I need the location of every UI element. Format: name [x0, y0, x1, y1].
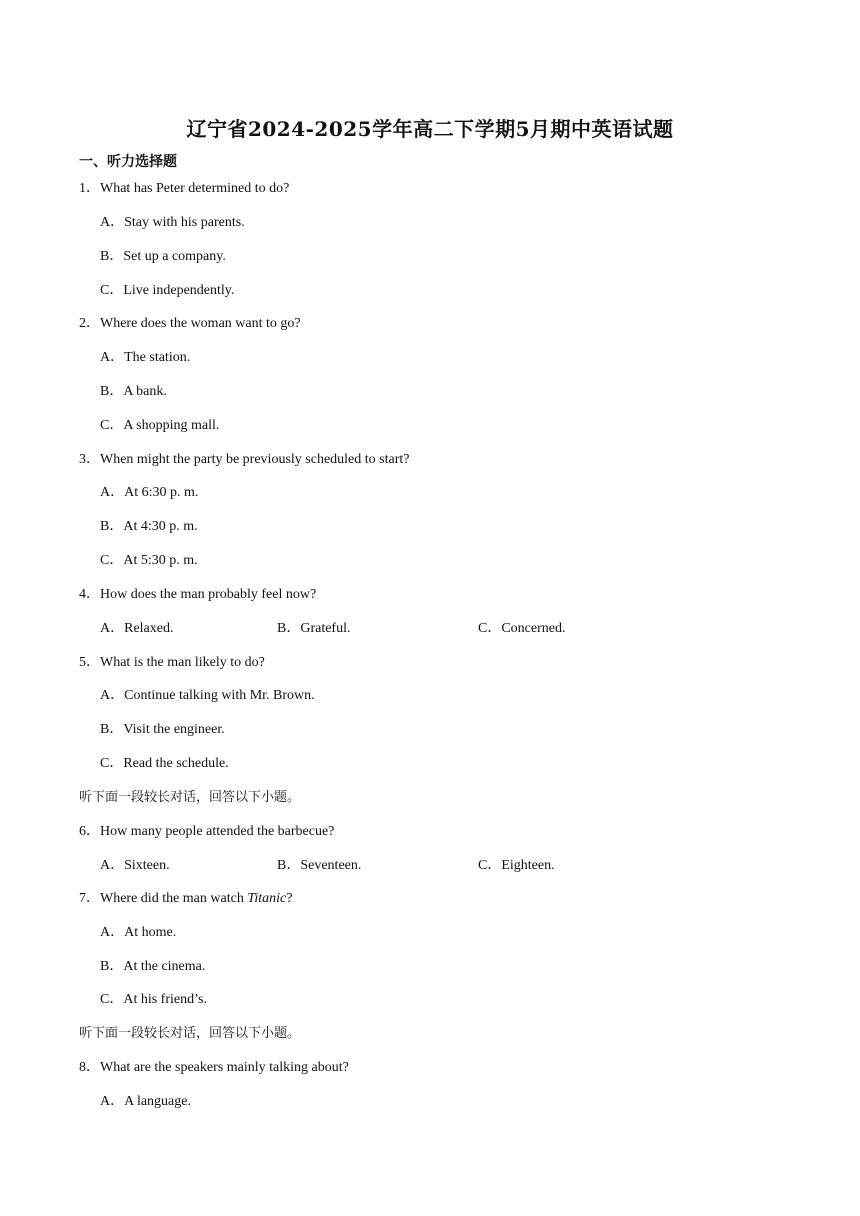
- question-number: 7．: [79, 891, 100, 906]
- question-8: [79, 1059, 349, 1077]
- question-7: [79, 890, 292, 908]
- question-number: 2．: [79, 316, 100, 331]
- question-title-italic: Titanic: [247, 891, 287, 906]
- question-number: 5．: [79, 655, 100, 670]
- question-text: What has Peter determined to do?: [100, 181, 290, 196]
- option-4c: C．Concerned.: [478, 621, 566, 636]
- option-2b: B．A bank.: [100, 384, 167, 399]
- listening-instruction: 听下面一段较长对话，回答以下小题。: [79, 790, 301, 805]
- question-number: 4．: [79, 587, 100, 602]
- question-text: What are the speakers mainly talking about?: [100, 1060, 349, 1075]
- section-heading: 一、听力选择题: [79, 154, 177, 170]
- question-1: [79, 180, 289, 198]
- listening-instruction: 听下面一段较长对话，回答以下小题。: [79, 1026, 301, 1041]
- option-3c: C．At 5:30 p. m.: [100, 553, 198, 568]
- page-title: 辽宁省2024-2025学年高二下学期5月期中英语试题: [186, 117, 674, 141]
- option-1c: C．Live independently.: [100, 283, 235, 298]
- option-2a: A．The station.: [100, 350, 191, 365]
- question-number: 8．: [79, 1060, 100, 1075]
- question-3: [79, 451, 409, 469]
- question-text: Where does the woman want to go?: [100, 316, 301, 331]
- option-1a: A．Stay with his parents.: [100, 215, 245, 230]
- option-5b: B．Visit the engineer.: [100, 722, 225, 737]
- question-6: [79, 823, 334, 841]
- option-6b: B．Seventeen.: [277, 858, 362, 873]
- question-text: How does the man probably feel now?: [100, 587, 317, 602]
- question-text: What is the man likely to do?: [100, 655, 265, 670]
- option-7c: C．At his friend’s.: [100, 992, 207, 1007]
- option-2c: C．A shopping mall.: [100, 418, 220, 433]
- option-7b: B．At the cinema.: [100, 959, 206, 974]
- question-text: How many people attended the barbecue?: [100, 824, 335, 839]
- question-number: 3．: [79, 452, 100, 467]
- option-5c: C．Read the schedule.: [100, 756, 229, 771]
- option-5a: A．Continue talking with Mr. Brown.: [100, 688, 315, 703]
- option-6a: A．Sixteen.: [100, 858, 170, 873]
- question-text: When might the party be previously scheduled to start?: [100, 452, 410, 467]
- question-2: [79, 315, 301, 333]
- question-4: [79, 586, 316, 604]
- option-4b: B．Grateful.: [277, 621, 351, 636]
- question-number: 1．: [79, 181, 100, 196]
- question-number: 6．: [79, 824, 100, 839]
- question-text-end: ?: [286, 891, 293, 906]
- option-7a: A．At home.: [100, 925, 177, 940]
- option-3a: A．At 6:30 p. m.: [100, 485, 199, 500]
- option-8a: A．A language.: [100, 1094, 191, 1109]
- option-3b: B．At 4:30 p. m.: [100, 519, 198, 534]
- question-5: [79, 654, 265, 672]
- option-6c: C．Eighteen.: [478, 858, 555, 873]
- option-1b: B．Set up a company.: [100, 249, 226, 264]
- option-4a: A．Relaxed.: [100, 621, 174, 636]
- question-text: Where did the man watch: [100, 891, 248, 906]
